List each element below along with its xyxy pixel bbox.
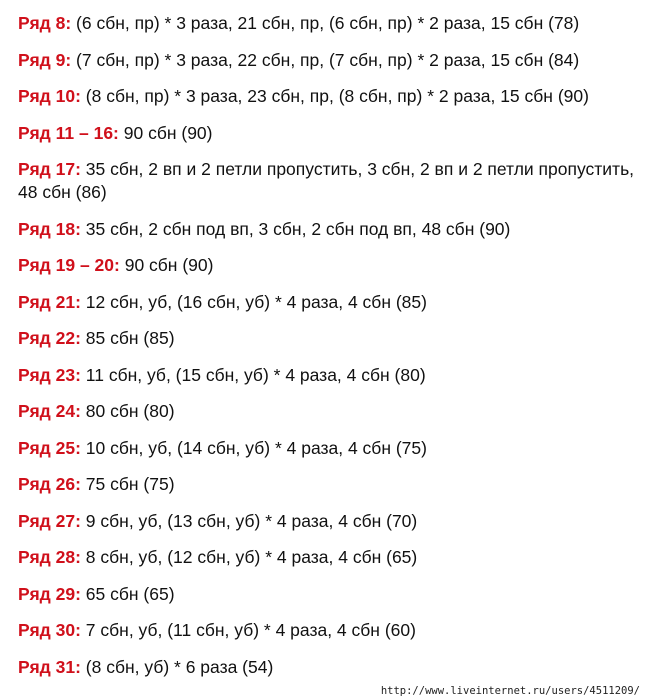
row-text: 8 сбн, уб, (12 сбн, уб) * 4 раза, 4 сбн (65) bbox=[80, 547, 418, 567]
row-text: 35 сбн, 2 вп и 2 петли пропустить, 3 сбн, 2 вп и 2 петли пропустить, 48 сбн (86) bbox=[18, 159, 635, 202]
row-8 bbox=[18, 12, 638, 35]
row-24 bbox=[18, 400, 638, 423]
row-11-16 bbox=[18, 122, 638, 145]
row-label: Ряд 17: bbox=[18, 159, 81, 179]
row-17 bbox=[18, 158, 638, 204]
row-10 bbox=[18, 85, 638, 108]
row-26 bbox=[18, 473, 638, 496]
row-label: Ряд 23: bbox=[18, 364, 81, 385]
row-label: Ряд 30: bbox=[18, 620, 81, 640]
row-text: 9 сбн, уб, (13 сбн, уб) * 4 раза, 4 сбн (70) bbox=[80, 510, 418, 531]
source-watermark: http://www.liveinternet.ru/users/4511209/ bbox=[380, 685, 640, 697]
row-text: 90 сбн (90) bbox=[119, 255, 214, 275]
row-text: 12 сбн, уб, (16 сбн, уб) * 4 раза, 4 сбн (85) bbox=[80, 291, 427, 312]
row-18 bbox=[18, 218, 638, 241]
row-text: (8 сбн, пр) * 3 раза, 23 сбн, пр, (8 сбн, пр) * 2 раза, 15 сбн (90) bbox=[80, 86, 589, 106]
row-label: Ряд 18: bbox=[18, 218, 81, 239]
row-label: Ряд 9: bbox=[18, 49, 72, 70]
row-text: 35 сбн, 2 сбн под вп, 3 сбн, 2 сбн под вп, 48 сбн (90) bbox=[80, 218, 511, 239]
row-text: 7 сбн, уб, (11 сбн, уб) * 4 раза, 4 сбн (60) bbox=[80, 620, 416, 640]
row-25 bbox=[18, 437, 638, 460]
row-23 bbox=[18, 364, 638, 387]
row-label: Ряд 28: bbox=[18, 547, 81, 567]
row-label: Ряд 19 – 20: bbox=[18, 255, 120, 275]
row-27 bbox=[18, 510, 638, 533]
row-label: Ряд 10: bbox=[18, 86, 81, 106]
row-21 bbox=[18, 291, 638, 314]
row-label: Ряд 8: bbox=[18, 13, 72, 33]
row-9 bbox=[18, 49, 638, 72]
row-text: (7 сбн, пр) * 3 раза, 22 сбн, пр, (7 сбн, пр) * 2 раза, 15 сбн (84) bbox=[71, 49, 580, 70]
row-text: 80 сбн (80) bbox=[80, 401, 175, 421]
row-label: Ряд 21: bbox=[18, 291, 81, 312]
row-28 bbox=[18, 546, 638, 569]
row-text: 10 сбн, уб, (14 сбн, уб) * 4 раза, 4 сбн (75) bbox=[80, 437, 427, 458]
row-text: (6 сбн, пр) * 3 раза, 21 сбн, пр, (6 сбн, пр) * 2 раза, 15 сбн (78) bbox=[71, 13, 580, 33]
row-text: 90 сбн (90) bbox=[118, 122, 213, 143]
row-text: (8 сбн, уб) * 6 раза (54) bbox=[80, 656, 274, 677]
row-label: Ряд 11 – 16: bbox=[18, 122, 119, 143]
row-text: 11 сбн, уб, (15 сбн, уб) * 4 раза, 4 сбн (80) bbox=[80, 364, 426, 385]
row-text: 65 сбн (65) bbox=[80, 583, 175, 604]
row-22 bbox=[18, 327, 638, 350]
row-label: Ряд 27: bbox=[18, 510, 81, 531]
row-text: 85 сбн (85) bbox=[80, 328, 175, 348]
row-label: Ряд 25: bbox=[18, 437, 81, 458]
instructions-document bbox=[18, 12, 638, 692]
row-text: 75 сбн (75) bbox=[80, 474, 175, 494]
row-30 bbox=[18, 619, 638, 642]
row-label: Ряд 22: bbox=[18, 328, 81, 348]
row-31 bbox=[18, 656, 638, 679]
row-label: Ряд 31: bbox=[18, 656, 81, 677]
row-29 bbox=[18, 583, 638, 606]
row-label: Ряд 29: bbox=[18, 583, 81, 604]
row-label: Ряд 24: bbox=[18, 401, 81, 421]
row-label: Ряд 26: bbox=[18, 474, 81, 494]
row-19-20 bbox=[18, 254, 638, 277]
